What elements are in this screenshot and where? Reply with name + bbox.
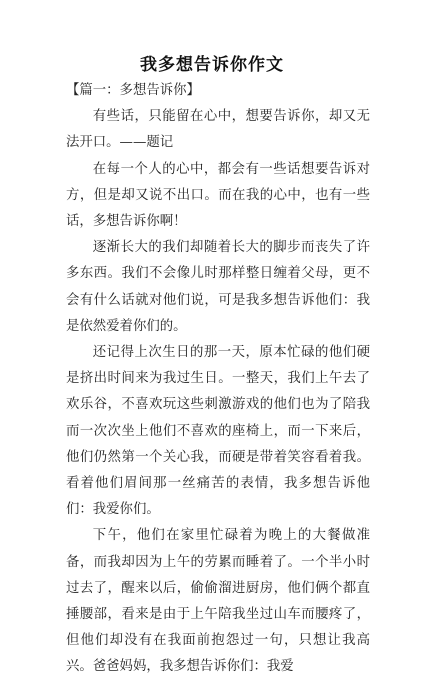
paragraph-growing-up: 逐渐长大的我们却随着长大的脚步而丧失了许多东西。我们不会像儿时那样整日缠着父母，更不会有什么话就对他们说，可是我多想告诉他们：我是依然爱着你们的。 [66,240,370,334]
paragraph-intro: 在每一个人的心中，都会有一些话想要告诉对方，但是却又说不出口。而在我的心中，也有一些话，多想告诉你啊！ [66,161,370,230]
paragraph-afternoon: 下午，他们在家里忙碌着为晚上的大餐做准备，而我却因为上午的劳累而睡着了。一个半小时过去了，醒来以后，偷偷溜进厨房，他们俩个都直捶腰部，看来是由于上午陪我坐过山车而腰疼了，但他们却没有在我面前抱怨过一句，只想让我高兴。爸爸妈妈，我多想告诉你们：我爱 [66,528,370,675]
document-title: 我多想告诉你作文 [140,55,284,75]
section-heading: 【篇一：多想告诉你】 [66,83,200,98]
paragraph-birthday: 还记得上次生日的那一天，原本忙碌的他们硬是挤出时间来为我过生日。一整天，我们上午去了欢乐谷，不喜欢玩这些刺激游戏的他们也为了陪我而一次次坐上他们不喜欢的座椅上，而一下来后，他们仍然第一个关心我，而硬是带着笑容看着我。看着他们眉间那一丝痛苦的表情，我多想告诉他们：我爱你们。 [66,345,370,518]
paragraph-epigraph: 有些话，只能留在心中，想要告诉你，却又无法开口。——题记 [66,109,370,151]
document-body [66,78,370,681]
